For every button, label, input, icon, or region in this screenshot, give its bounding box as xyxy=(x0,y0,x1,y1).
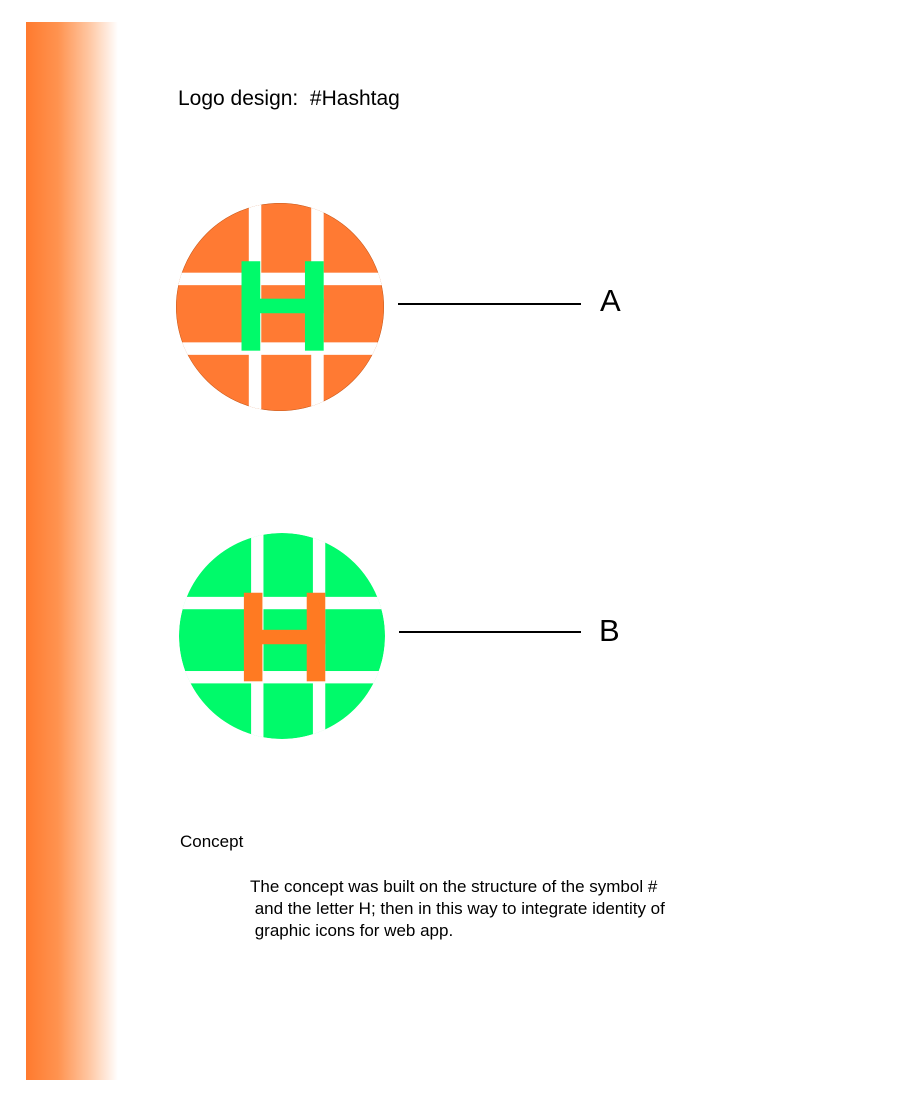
leader-line-b xyxy=(399,631,581,633)
page-title: Logo design: #Hashtag xyxy=(178,87,400,110)
h-letter-bar xyxy=(244,630,325,644)
concept-line: and the letter H; then in this way to integrate identity of xyxy=(250,899,665,918)
concept-heading: Concept xyxy=(180,832,244,851)
concept-line: The concept was built on the structure of the symbol # xyxy=(250,877,658,896)
leader-line-a xyxy=(398,303,581,305)
hashtag-h-logo-orange xyxy=(176,203,384,411)
h-letter-bar xyxy=(242,299,324,314)
side-gradient-band xyxy=(26,22,118,1080)
logo-label-b: B xyxy=(599,613,620,648)
hashtag-h-logo-green xyxy=(179,533,385,739)
logo-label-a: A xyxy=(600,283,621,318)
concept-line: graphic icons for web app. xyxy=(250,921,454,940)
concept-paragraph xyxy=(250,876,720,942)
